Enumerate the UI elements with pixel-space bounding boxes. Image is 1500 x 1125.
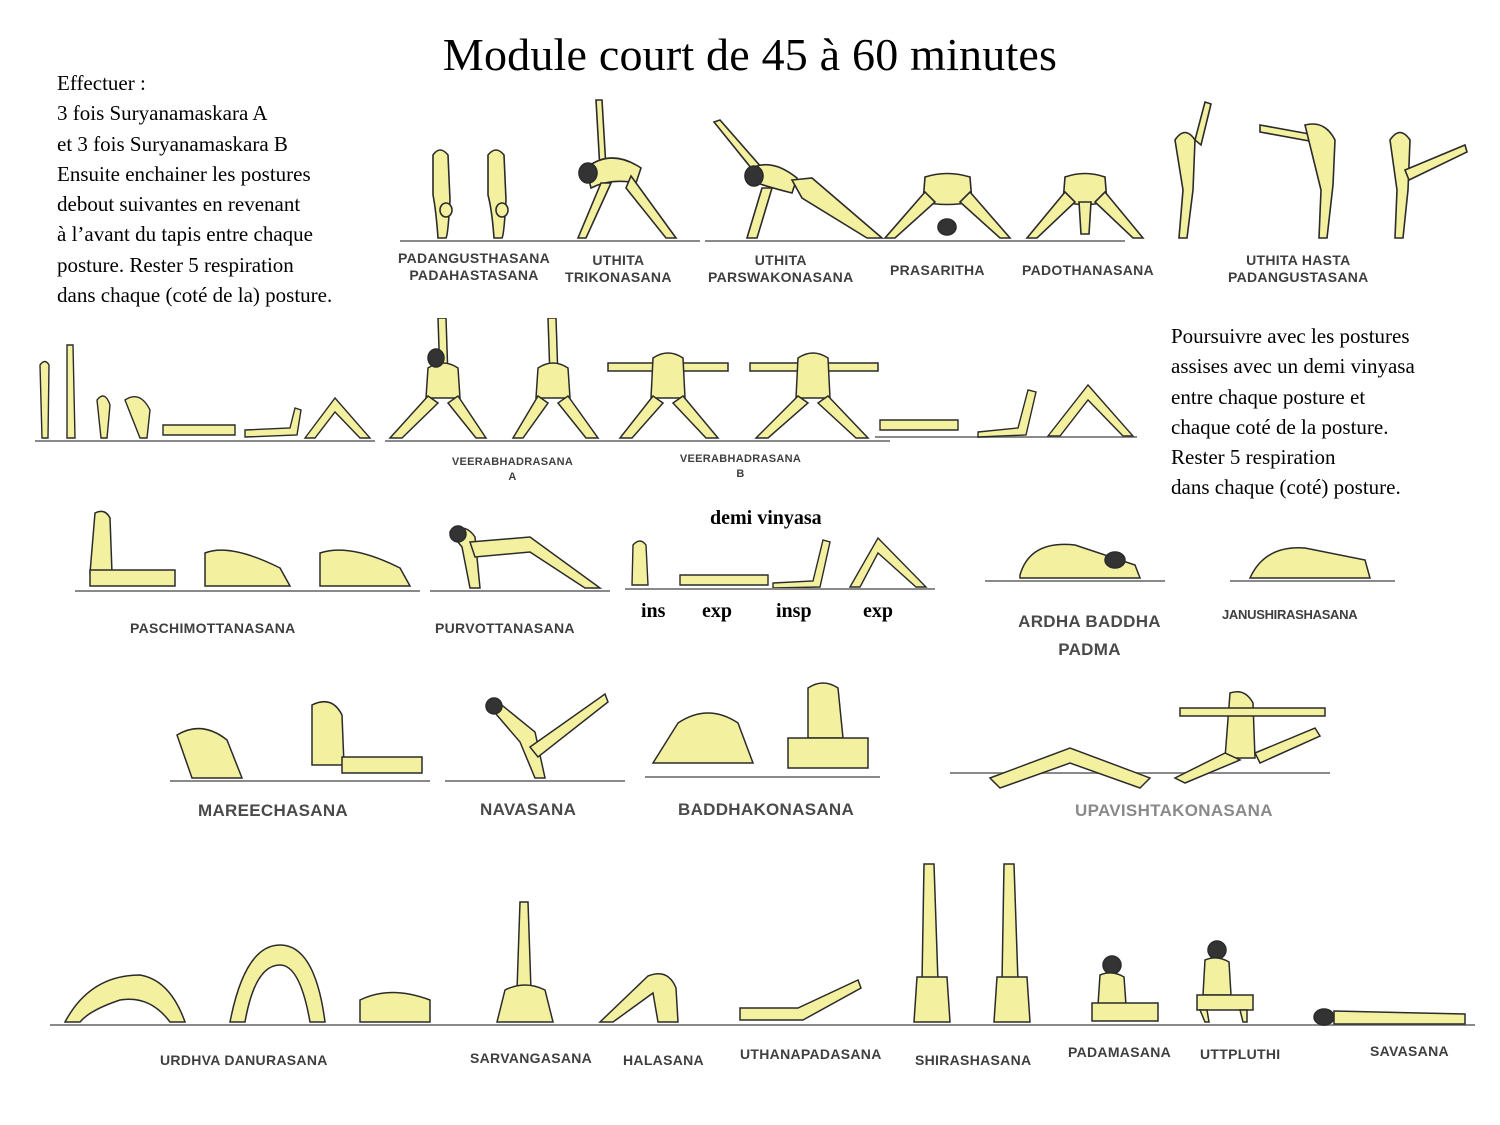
veerabhadrasana-figure (388, 318, 883, 440)
pose-label: URDHVA DANURASANA (160, 1052, 328, 1068)
uttpluthi-figure (1195, 940, 1255, 1024)
vinyasa-step: exp (702, 600, 732, 622)
pose-label: PASCHIMOTTANASANA (130, 620, 296, 636)
seated-line: Rester 5 respiration (1171, 445, 1336, 470)
seated-line: entre chaque posture et (1171, 384, 1366, 409)
pose-label: VEERABHADRASANA B (679, 453, 802, 480)
vinyasa-transition-figure (878, 380, 1136, 438)
padamasana-figure (1090, 955, 1160, 1024)
intro-line: à l’avant du tapis entre chaque (57, 222, 313, 247)
pose-label: UTHITA PARSWAKONASANA (708, 252, 854, 285)
intro-line: et 3 fois Suryanamaskara B (57, 131, 288, 156)
prasaritha-figure (880, 172, 1015, 240)
paschimottanasana-figure (80, 508, 420, 590)
urdhva-danurasana-figure (60, 940, 440, 1024)
floor-line (385, 440, 890, 442)
vinyasa-step: exp (863, 600, 893, 622)
uthita-hasta-figure (1165, 100, 1470, 240)
seated-line: assises avec un demi vinyasa (1171, 354, 1415, 379)
padothanasana-figure (1025, 172, 1145, 240)
floor-line (1230, 580, 1395, 582)
pose-label: MAREECHASANA (198, 801, 348, 820)
seated-line: chaque coté de la posture. (1171, 414, 1389, 439)
pose-label: UTHANAPADASANA (740, 1046, 882, 1062)
upavishtakonasana-figure (985, 688, 1330, 798)
intro-line: dans chaque (coté de la) posture. (57, 283, 333, 308)
pose-label: PADOTHANASANA (1022, 262, 1154, 278)
purvottanasana-figure (440, 522, 605, 590)
parswakonasana-figure (712, 118, 887, 240)
ardha-baddha-padma-figure (1015, 535, 1145, 580)
floor-line (35, 440, 375, 442)
seated-line: Poursuivre avec les postures (1171, 324, 1410, 348)
floor-line (50, 1024, 1475, 1026)
pose-label: PRASARITHA (890, 262, 985, 278)
page-title: Module court de 45 à 60 minutes (442, 29, 1058, 80)
intro-line: Ensuite enchainer les postures (57, 161, 311, 186)
floor-line (430, 590, 610, 592)
mareechasana-figure (172, 695, 427, 780)
floor-line (985, 580, 1165, 582)
pose-label: PADAMASANA (1068, 1044, 1172, 1060)
padangusthasana-figure (418, 140, 538, 240)
pose-label: SARVANGASANA (470, 1050, 593, 1066)
pose-label: SAVASANA (1370, 1043, 1449, 1059)
trikonasana-figure (566, 98, 696, 240)
baddhakonasana-figure (648, 678, 873, 778)
uthanapadasana-figure (738, 978, 863, 1024)
pose-label: ARDHA BADDHA PADMA (1018, 612, 1161, 659)
pose-label: PURVOTTANASANA (435, 620, 575, 636)
floor-line (400, 240, 700, 242)
demi-vinyasa-figure (628, 535, 933, 588)
pose-label: UPAVISHTAKONASANA (1075, 801, 1273, 820)
pose-label: SHIRASHASANA (915, 1052, 1032, 1068)
surya-sequence-figure (35, 340, 375, 440)
vinyasa-step: insp (776, 600, 812, 622)
intro-line: 3 fois Suryanamaskara A (57, 101, 268, 126)
floor-line (445, 780, 625, 782)
intro-instructions (57, 68, 332, 310)
pose-label: VEERABHADRASANA A (451, 456, 574, 483)
vinyasa-step: ins (641, 600, 666, 622)
pose-label: JANUSHIRASHASANA (1222, 607, 1358, 622)
demi-vinyasa-title: demi vinyasa (710, 507, 822, 529)
pose-label: HALASANA (623, 1052, 704, 1068)
pose-label: BADDHAKONASANA (678, 800, 855, 819)
sarvangasana-figure (495, 900, 555, 1024)
intro-line: posture. Rester 5 respiration (57, 252, 294, 277)
pose-label: NAVASANA (480, 800, 577, 819)
floor-line (625, 588, 935, 590)
navasana-figure (480, 692, 610, 780)
shirashasana-figure (912, 862, 1032, 1024)
floor-line (75, 590, 420, 592)
pose-label: PADANGUSTHASANA PADAHASTASANA (398, 250, 551, 283)
halasana-figure (598, 968, 698, 1024)
savasana-figure (1310, 1006, 1470, 1028)
intro-line: Effectuer : (57, 71, 146, 95)
pose-label: UTTPLUTHI (1200, 1046, 1281, 1062)
floor-line (705, 240, 1125, 242)
pose-label: UTHITA TRIKONASANA (565, 252, 672, 285)
seated-line: dans chaque (coté) posture. (1171, 475, 1401, 500)
intro-line: debout suivantes en revenant (57, 192, 301, 217)
janushirasana-figure (1245, 540, 1375, 580)
pose-label: UTHITA HASTA PADANGUSTASANA (1228, 252, 1369, 285)
seated-instructions (1171, 321, 1415, 503)
floor-line (170, 780, 430, 782)
